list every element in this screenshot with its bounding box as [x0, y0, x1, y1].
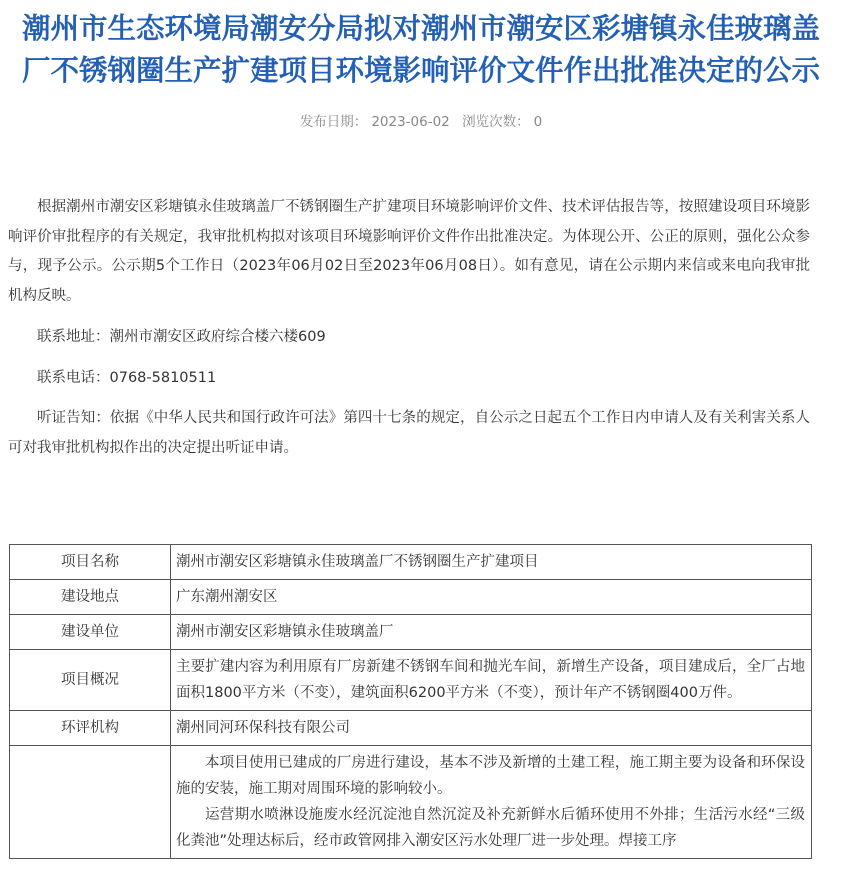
intro-paragraph: 根据潮州市潮安区彩塘镇永佳玻璃盖厂不锈钢圈生产扩建项目环境影响评价文件、技术评估报告等，按照建设项目环境影响评价审批程序的有关规定，我审批机构拟对该项目环境影响评价文件作出批准决定。为体现公开、公正的原则，强化公众参与，现予公示。公示期5个工作日（2023年06月02日至2023年06月08日）。如有意见，请在公示期内来信或来电向我审批机构反映。 [8, 199, 810, 304]
view-count [460, 114, 544, 130]
table-row [10, 580, 812, 615]
table-row [10, 711, 812, 746]
row-value: 潮州市潮安区彩塘镇永佳玻璃盖厂 [171, 615, 812, 650]
row-value: 潮州同河环保科技有限公司 [171, 711, 812, 746]
article-body [8, 193, 810, 463]
article-meta [0, 110, 842, 130]
table-row [10, 746, 812, 859]
row-label: 项目名称 [10, 545, 171, 580]
measures-cell [171, 746, 812, 859]
row-label: 建设地点 [10, 580, 171, 615]
project-info-table [9, 544, 812, 859]
row-value: 潮州市潮安区彩塘镇永佳玻璃盖厂不锈钢圈生产扩建项目 [171, 545, 812, 580]
row-value: 主要扩建内容为利用原有厂房新建不锈钢车间和抛光车间，新增生产设备，项目建成后，全厂占地面积1800平方米（不变），建筑面积6200平方米（不变），预计年产不锈钢圈400万件。 [171, 650, 812, 711]
table-row [10, 545, 812, 580]
row-label: 建设单位 [10, 615, 171, 650]
publish-date-label: 发布日期： [299, 114, 368, 130]
measures-paragraph: 运营期水喷淋设施废水经沉淀池自然沉淀及补充新鲜水后循环使用不外排；生活污水经“三级化粪池”处理达标后，经市政管网排入潮安区污水处理厂进一步处理。焊接工序 [176, 807, 805, 849]
row-label: 环评机构 [10, 711, 171, 746]
row-label [10, 746, 171, 859]
row-value: 广东潮州潮安区 [171, 580, 812, 615]
hearing-notice: 听证告知：依据《中华人民共和国行政许可法》第四十七条的规定，自公示之日起五个工作日内申请人及有关利害关系人可对我审批机构拟作出的决定提出听证申请。 [8, 410, 810, 456]
table-row [10, 615, 812, 650]
view-count-value: 0 [533, 114, 543, 130]
row-label: 项目概况 [10, 650, 171, 711]
contact-address: 联系地址：潮州市潮安区政府综合楼六楼609 [37, 329, 326, 345]
measures-paragraph: 本项目使用已建成的厂房进行建设，基本不涉及新增的土建工程，施工期主要为设备和环保设施的安装，施工期对周围环境的影响较小。 [176, 755, 805, 797]
view-count-label: 浏览次数： [462, 114, 530, 130]
publish-date [298, 114, 452, 130]
table-row [10, 650, 812, 711]
publish-date-value: 2023-06-02 [371, 114, 450, 130]
contact-phone: 联系电话：0768-5810511 [37, 369, 217, 386]
article-title: 潮州市生态环境局潮安分局拟对潮州市潮安区彩塘镇永佳玻璃盖厂不锈钢圈生产扩建项目环境影响评价文件作出批准决定的公示 [21, 12, 820, 87]
